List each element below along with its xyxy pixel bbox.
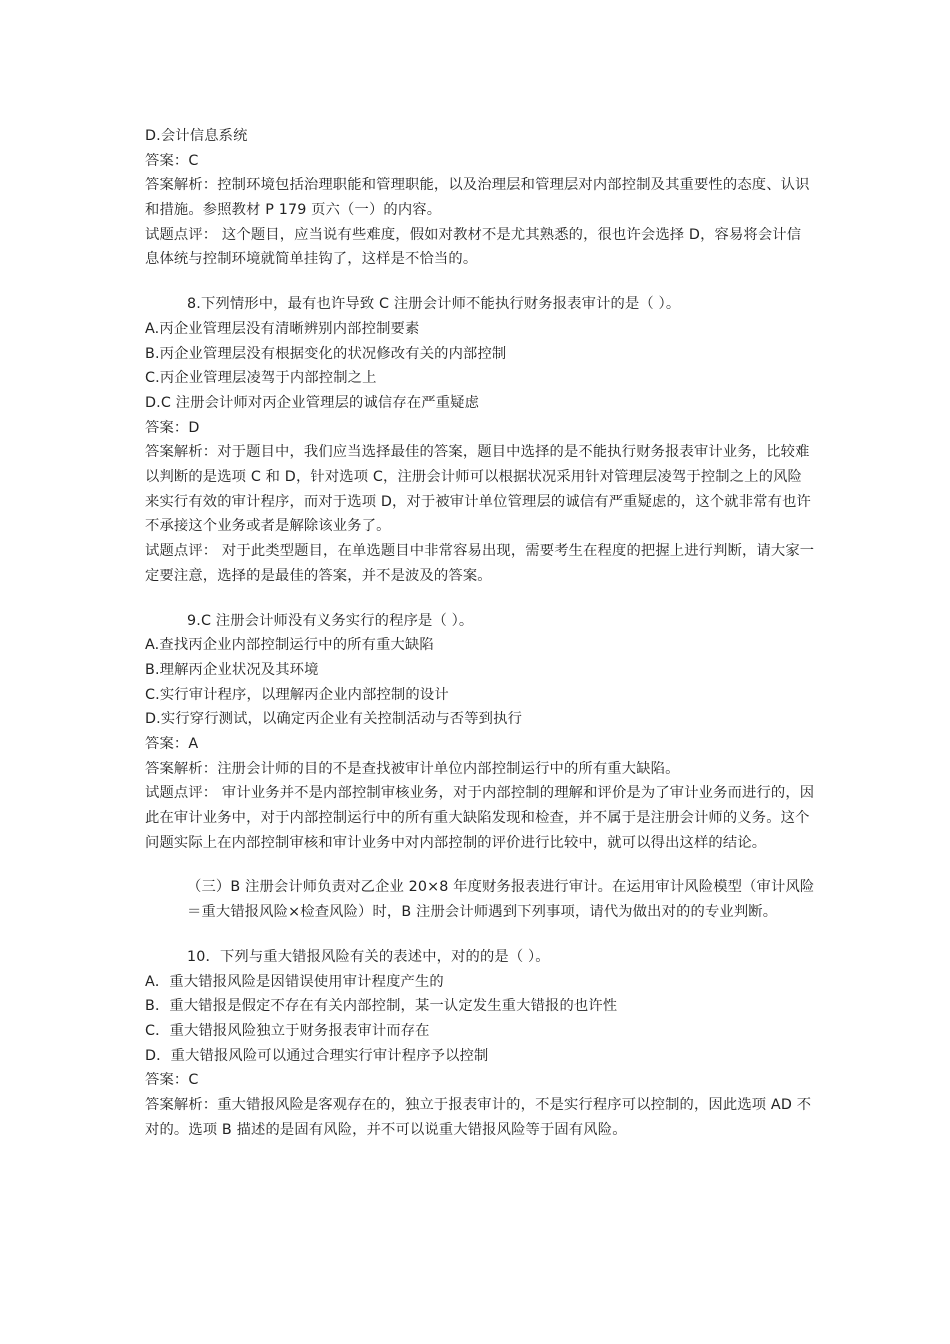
q9-answer: 答案：A xyxy=(145,735,199,752)
q8-question: 8.下列情形中，最有也许导致 C 注册会计师不能执行财务报表审计的是（ ）。 xyxy=(187,296,681,313)
spacer xyxy=(145,272,815,292)
q10-answer: 答案：C xyxy=(145,1072,199,1089)
q8-option-b: B.丙企业管理层没有根据变化的状况修改有关的内部控制 xyxy=(145,345,507,362)
q7-option-d: D.会计信息系统 xyxy=(145,128,248,144)
q8-answer: 答案：D xyxy=(145,419,200,436)
q10-option-b: B．重大错报是假定不存在有关内部控制，某一认定发生重大错报的也许性 xyxy=(145,998,618,1015)
q8-comment: 试题点评： 对于此类型题目，在单选题目中非常容易出现，需要考生在程度的把握上进行判断，请大家一定要注意，选择的是最佳的答案，并不是波及的答案。 xyxy=(145,543,815,584)
q7-comment: 试题点评： 这个题目，应当说有些难度，假如对教材不是尤其熟悉的，很也许会选择 D，容易将会计信息体统与控制环境就简单挂钩了，这样是不恰当的。 xyxy=(145,226,802,268)
q9-question: 9.C 注册会计师没有义务实行的程序是（ ）。 xyxy=(187,612,474,629)
q9-analysis: 答案解析：注册会计师的目的不是查找被审计单位内部控制运行中的所有重大缺陷。 xyxy=(145,760,680,777)
q10-question: 10．下列与重大错报风险有关的表述中，对的的是（ ）。 xyxy=(187,948,550,965)
q7-analysis: 答案解析：控制环境包括治理职能和管理职能，以及治理层和管理层对内部控制及其重要性的态度、认识和措施。参照教材 P 179 页六（一）的内容。 xyxy=(145,177,810,219)
q10-option-a: A．重大错报风险是因错误使用审计程度产生的 xyxy=(145,973,444,990)
q9-option-d: D.实行穿行测试，以确定丙企业有关控制活动与否等到执行 xyxy=(145,711,523,728)
q9-option-a: A.查找丙企业内部控制运行中的所有重大缺陷 xyxy=(145,637,434,654)
q9-option-c: C.实行审计程序，以理解丙企业内部控制的设计 xyxy=(145,686,449,703)
q9-option-b: B.理解丙企业状况及其环境 xyxy=(145,661,319,678)
q10-analysis: 答案解析：重大错报风险是客观存在的，独立于报表审计的，不是实行程序可以控制的，因此选项 AD 不对的。选项 B 描述的是固有风险，并不可以说重大错报风险等于固有风险。 xyxy=(145,1097,812,1138)
q8-option-a: A.丙企业管理层没有清晰辨别内部控制要素 xyxy=(145,320,420,337)
q10-option-c: C．重大错报风险独立于财务报表审计而存在 xyxy=(145,1022,430,1039)
spacer xyxy=(145,589,815,609)
q8-option-d: D.C 注册会计师对丙企业管理层的诚信存在严重疑虑 xyxy=(145,394,480,411)
q8-option-c: C.丙企业管理层凌驾于内部控制之上 xyxy=(145,370,377,387)
spacer xyxy=(145,855,815,875)
section3-intro: （三）B 注册会计师负责对乙企业 20×8 年度财务报表进行审计。在运用审计风险模型（审计风险＝重大错报风险×检查风险）时，B 注册会计师遇到下列事项，请代为做出对的的专业判断。 xyxy=(187,879,815,921)
q10-option-d: D．重大错报风险可以通过合理实行审计程序予以控制 xyxy=(145,1047,489,1064)
q7-answer: 答案：C xyxy=(145,152,199,169)
q8-analysis: 答案解析：对于题目中，我们应当选择最佳的答案，题目中选择的是不能执行财务报表审计业务，比较难以判断的是选项 C 和 D，针对选项 C，注册会计师可以根据状况采用针对管理层凌驾于控制之上的风险来实行有效的审计程序，而对于选项 D，对于被审计单位管理层的诚信有严重疑虑的，这个就非常有也许不承接这个业务或者是解除该业务了。 xyxy=(145,444,811,535)
document-body xyxy=(145,124,815,1142)
spacer xyxy=(145,925,815,945)
q9-comment: 试题点评： 审计业务并不是内部控制审核业务，对于内部控制的理解和评价是为了审计业务而进行的，因此在审计业务中，对于内部控制运行中的所有重大缺陷发现和检查，并不属于是注册会计师的义务。这个问题实际上在内部控制审核和审计业务中对内部控制的评价进行比较中，就可以得出这样的结论。 xyxy=(145,785,815,851)
